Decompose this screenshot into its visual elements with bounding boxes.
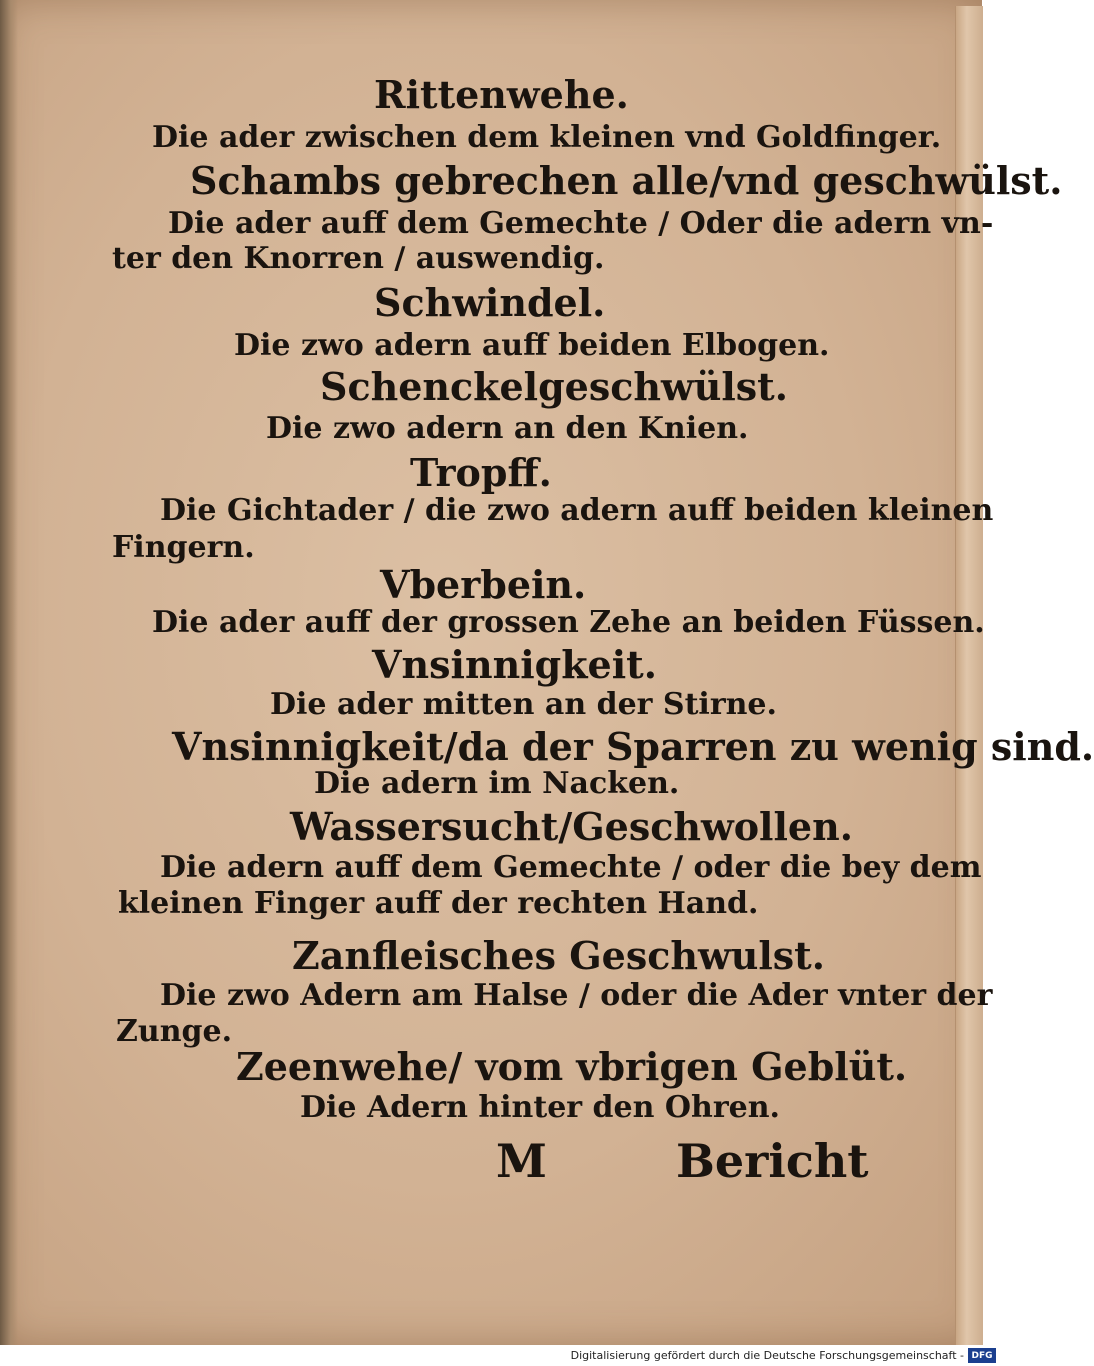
entry-heading-sparren: Vnsinnigkeit/da der Sparren zu wenig sind. — [172, 724, 1094, 769]
entry-heading-wassersucht: Wassersucht/Geschwollen. — [290, 804, 853, 849]
binding-gutter — [0, 0, 18, 1345]
entry-heading-schwindel: Schwindel. — [374, 280, 606, 325]
entry-heading-zanfleisches: Zanfleisches Geschwulst. — [292, 933, 825, 978]
entry-heading-schenckel: Schenckelgeschwülst. — [320, 364, 788, 409]
signature-mark: M — [496, 1134, 547, 1188]
entry-heading-tropff: Tropff. — [410, 450, 552, 495]
entry-heading-rittenwehe: Rittenwehe. — [374, 72, 629, 117]
entry-heading-vberbein: Vberbein. — [380, 562, 587, 607]
entry-text-sparren: Die adern im Nacken. — [314, 766, 680, 801]
dfg-logo: DFG — [968, 1348, 996, 1363]
entry-text-wassersucht-1: Die adern auff dem Gemechte / oder die bey dem — [160, 850, 982, 885]
footer-credit: Digitalisierung gefördert durch die Deutsche Forschungsgemeinschaft - — [570, 1349, 964, 1362]
entry-text-vnsinnigkeit: Die ader mitten an der Stirne. — [270, 687, 777, 722]
entry-heading-zeenwehe: Zeenwehe/ vom vbrigen Geblüt. — [236, 1044, 908, 1089]
entry-heading-vnsinnigkeit: Vnsinnigkeit. — [372, 642, 657, 687]
entry-text-rittenwehe: Die ader zwischen dem kleinen vnd Goldfinger. — [152, 120, 942, 155]
entry-text-tropff-2: Fingern. — [112, 530, 255, 565]
entry-text-schambs-1: Die ader auff dem Gemechte / Oder die adern vn- — [168, 206, 994, 241]
entry-text-zanfleisches-1: Die zwo Adern am Halse / oder die Ader vnter der — [160, 978, 993, 1013]
entry-text-wassersucht-2: kleinen Finger auff der rechten Hand. — [118, 886, 759, 921]
entry-text-zeenwehe: Die Adern hinter den Ohren. — [300, 1090, 780, 1125]
entry-text-vberbein: Die ader auff der grossen Zehe an beiden Füssen. — [152, 605, 985, 640]
entry-text-schwindel: Die zwo adern auff beiden Elbogen. — [234, 328, 830, 363]
entry-text-schambs-2: ter den Knorren / auswendig. — [112, 241, 605, 276]
entry-text-tropff-1: Die Gichtader / die zwo adern auff beiden kleinen — [160, 493, 994, 528]
catchword: Bericht — [676, 1134, 869, 1188]
entry-text-schenckel: Die zwo adern an den Knien. — [266, 411, 749, 446]
entry-heading-schambs: Schambs gebrechen alle/vnd geschwülst. — [190, 158, 1063, 203]
entry-text-zanfleisches-2: Zunge. — [116, 1014, 233, 1049]
